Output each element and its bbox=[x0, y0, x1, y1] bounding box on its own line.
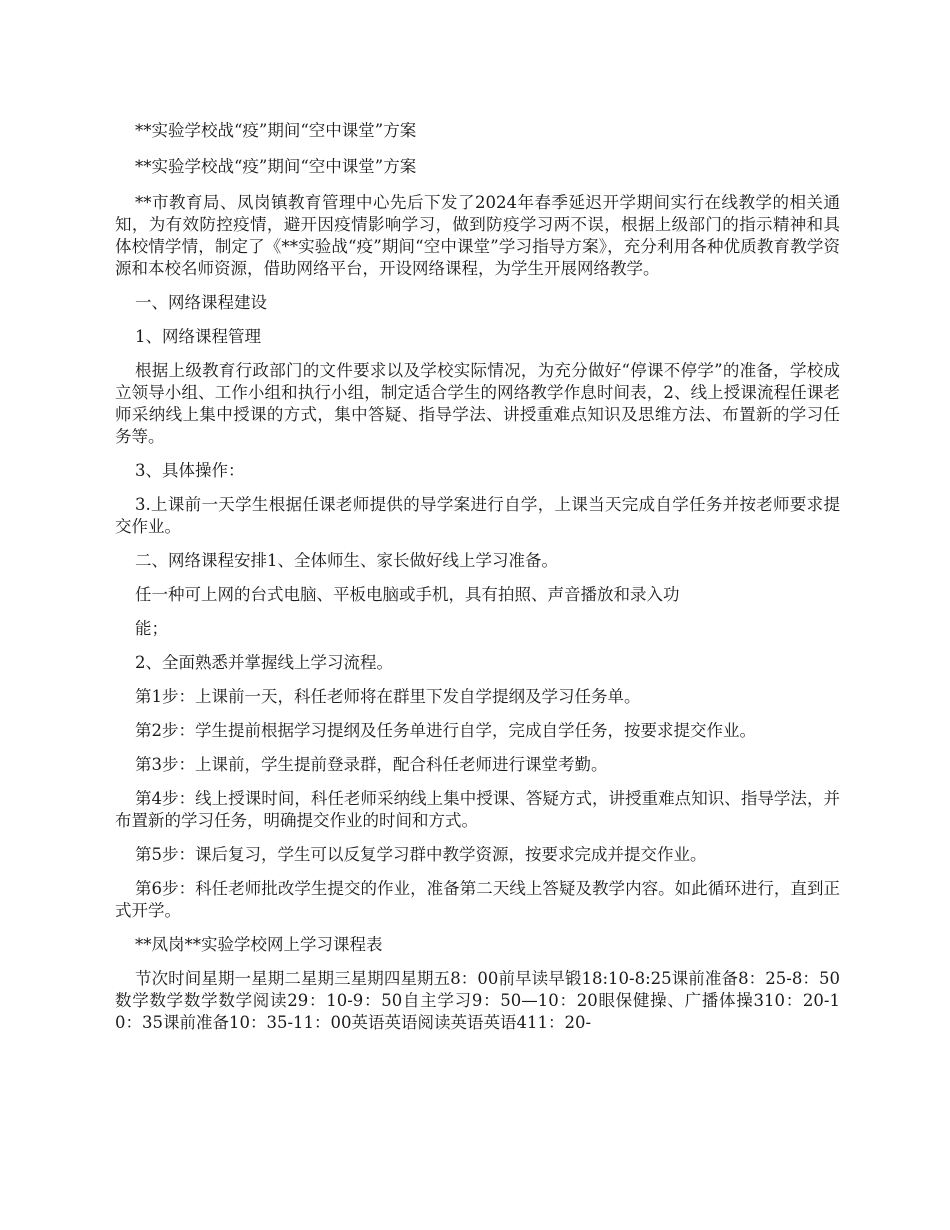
section-heading: 二、网络课程安排1、全体师生、家长做好线上学习准备。 bbox=[135, 551, 558, 570]
doc-title: **实验学校战“疫”期间“空中课堂”方案 bbox=[135, 121, 417, 140]
subsection-heading: 3、具体操作： bbox=[135, 461, 245, 480]
intro-paragraph: **市教育局、凤岗镇教育管理中心先后下发了2024年春季延迟开学期间实行在线教学的相关通知，为有效防控疫情，避开因疫情影响学习，做到防疫学习两不误，根据上级部门的指示精神和具体校情学情，制定了《**实验战“疫”期间“空中课堂”学习指导方案》，充分利用各种优质教育教学资源和本校名师资源，借助网络平台，开设网络课程，为学生开展网络教学。 bbox=[115, 193, 840, 278]
subsection-heading: 2、全面熟悉并掌握线上学习流程。 bbox=[135, 653, 393, 672]
body-paragraph: 3.上课前一天学生根据任课老师提供的导学案进行自学，上课当天完成自学任务并按老师要求提交作业。 bbox=[115, 495, 840, 536]
step-paragraph: 第4步：线上授课时间，科任老师采纳线上集中授课、答疑方式，讲授重难点知识、指导学法，并布置新的学习任务，明确提交作业的时间和方式。 bbox=[115, 789, 840, 830]
body-paragraph: 任一种可上网的台式电脑、平板电脑或手机，具有拍照、声音播放和录入功 bbox=[135, 585, 680, 604]
subsection-heading: 1、网络课程管理 bbox=[135, 327, 261, 346]
body-paragraph: 能； bbox=[135, 619, 168, 638]
step-paragraph: 第1步：上课前一天，科任老师将在群里下发自学提纲及学习任务单。 bbox=[135, 687, 641, 706]
step-paragraph: 第6步：科任老师批改学生提交的作业，准备第二天线上答疑及教学内容。如此循环进行，直到正式开学。 bbox=[115, 879, 840, 920]
step-paragraph: 第5步：课后复习，学生可以反复学习群中教学资源，按要求完成并提交作业。 bbox=[135, 845, 707, 864]
body-paragraph: 根据上级教育行政部门的文件要求以及学校实际情况，为充分做好“停课不停学”的准备，学校成立领导小组、工作小组和执行小组，制定适合学生的网络教学作息时间表，2、线上授课流程任课老师采纳线上集中授课的方式，集中答疑、指导学法、讲授重难点知识及思维方法、布置新的学习任务等。 bbox=[115, 361, 840, 446]
schedule-title: **凤岗**实验学校网上学习课程表 bbox=[135, 935, 383, 954]
step-paragraph: 第2步：学生提前根据学习提纲及任务单进行自学，完成自学任务，按要求提交作业。 bbox=[135, 721, 756, 740]
schedule-text: 节次时间星期一星期二星期三星期四星期五8：00前早读早锻18:10-8:25课前准备8：25-8：50数学数学数学数学阅读29：10-9：50自主学习9：50—10：20眼保健操、广播体操310：20-10：35课前准备10：35-11：00英语英语阅读英语英语411：20- bbox=[115, 969, 840, 1032]
step-paragraph: 第3步：上课前，学生提前登录群，配合科任老师进行课堂考勤。 bbox=[135, 755, 608, 774]
section-heading: 一、网络课程建设 bbox=[135, 293, 267, 312]
doc-title-repeat: **实验学校战“疫”期间“空中课堂”方案 bbox=[135, 157, 417, 176]
